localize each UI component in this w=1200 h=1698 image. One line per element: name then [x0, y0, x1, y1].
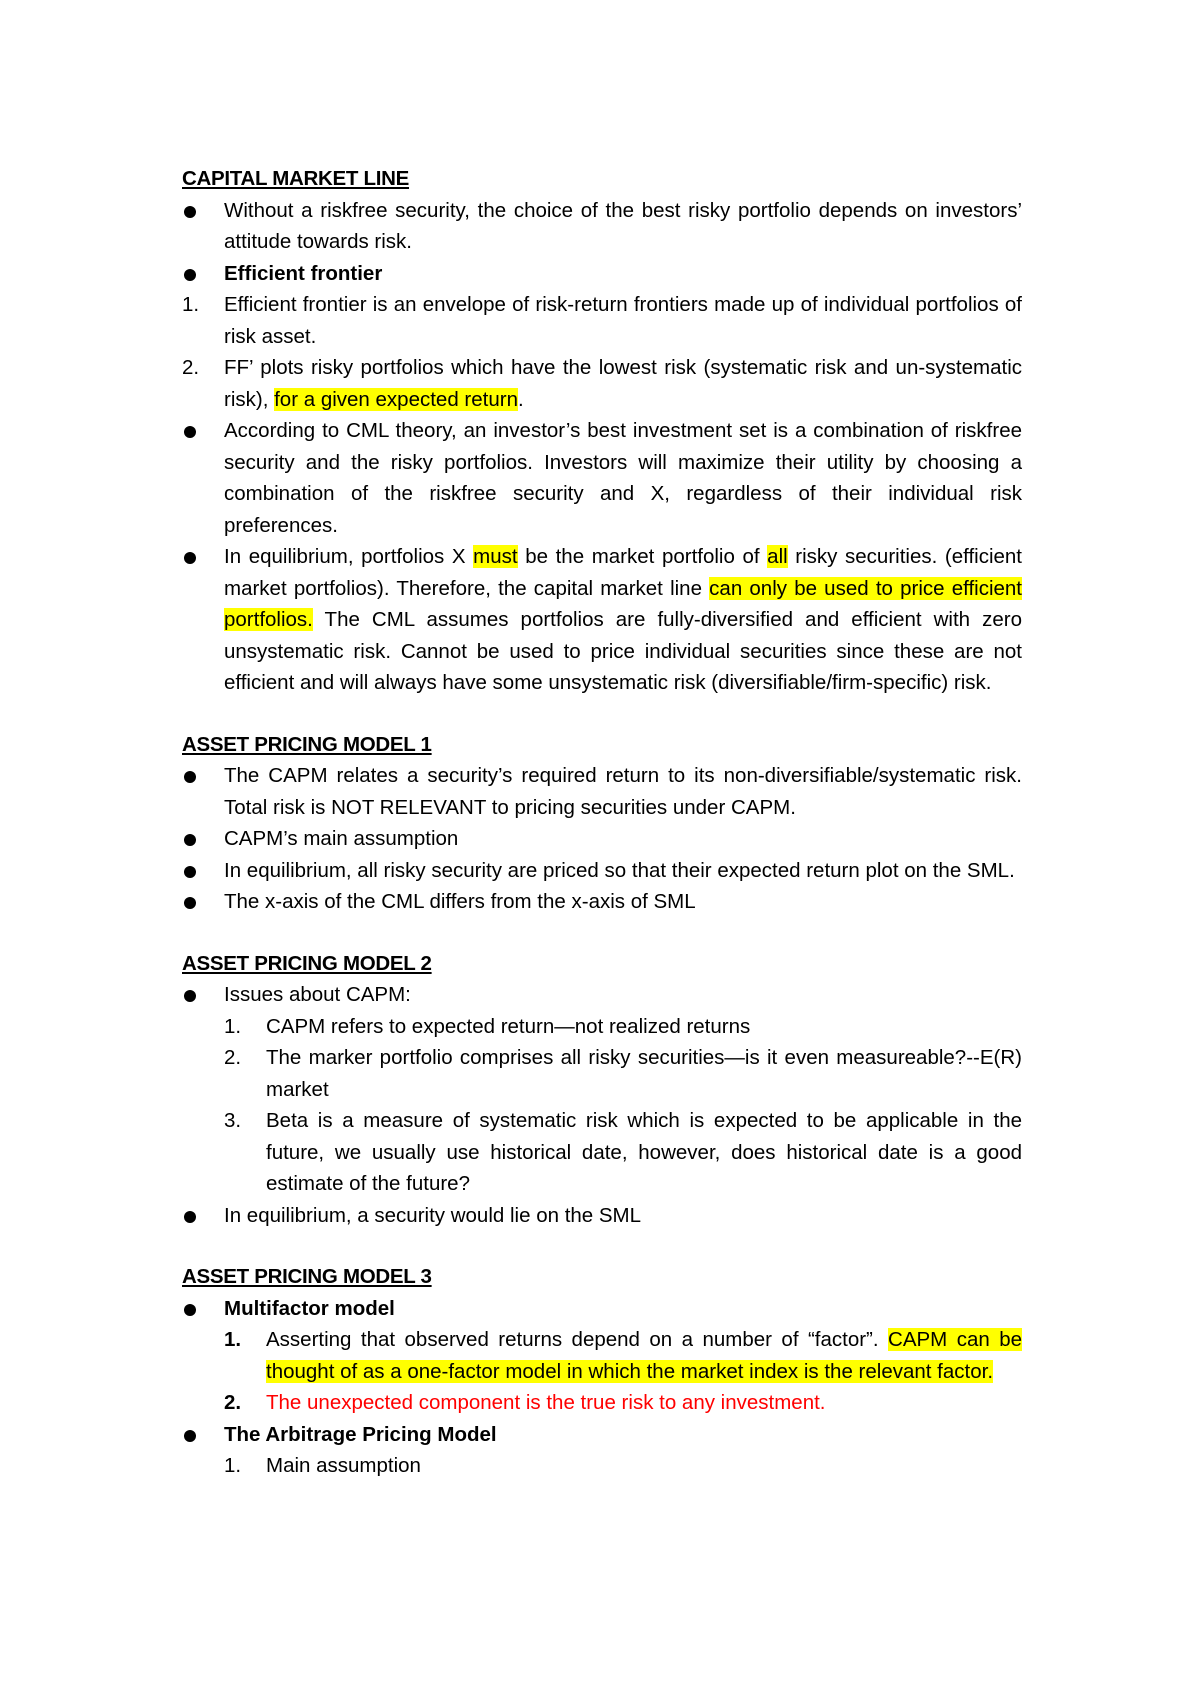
highlighted-text: CAPM can be thought of as a one-factor model in which the market index is the relevant factor.	[266, 1328, 1022, 1383]
body-text: Without a riskfree security, the choice of the best risky portfolio depends on investors’ attitude towards risk.	[224, 198, 1022, 253]
body-text: risky securities. (efficient market portfolios). Therefore, the capital market line	[224, 545, 1022, 600]
numbered-item	[182, 1042, 1022, 1105]
body-text: The CAPM relates a security’s required return to its non-diversifiable/systematic risk. Total risk is NOT RELEVANT to pricing securities under CAPM.	[224, 764, 1022, 819]
bullet-item	[182, 1293, 1022, 1325]
body-text: be the market portfolio of	[517, 545, 768, 568]
body-text: The marker portfolio comprises all risky securities—is it even measureable?--E(R) market	[266, 1046, 1022, 1101]
section	[182, 729, 1022, 918]
bullet-dot-icon	[182, 1200, 202, 1231]
bullet-item	[182, 979, 1022, 1011]
numbered-item	[182, 1105, 1022, 1200]
body-text: The x-axis of the CML differs from the x-axis of SML	[224, 890, 696, 913]
body-text: According to CML theory, an investor’s best investment set is a combination of riskfree security and the risky portfolios. Investors will maximize their utility by choosing a combination of the riskfree security and X, regardless of their individual risk preferences.	[224, 419, 1022, 537]
highlighted-text: for a given expected return	[274, 387, 518, 411]
bullet-item	[182, 258, 1022, 290]
list-number: 1.	[182, 293, 200, 316]
list-number: 1.	[224, 1454, 242, 1477]
bullet-item	[182, 1200, 1022, 1232]
body-text: FF’ plots risky portfolios which have the lowest risk (systematic risk and un-systematic risk),	[224, 356, 1022, 411]
bullet-dot-icon	[182, 415, 202, 446]
bullet-dot-icon	[182, 1293, 202, 1324]
highlighted-text: all	[767, 545, 788, 568]
bullet-item	[182, 195, 1022, 258]
bullet-dot-icon	[182, 1419, 202, 1450]
bold-text: The Arbitrage Pricing Model	[224, 1422, 497, 1446]
bold-text: Multifactor model	[224, 1296, 395, 1320]
list-number: 2.	[224, 1391, 242, 1414]
section	[182, 948, 1022, 1232]
bullet-dot-icon	[182, 823, 202, 854]
bullet-dot-icon	[182, 855, 202, 886]
body-text: Beta is a measure of systematic risk which is expected to be applicable in the future, we usually use historical date, however, does historical date is a good estimate of the future?	[266, 1109, 1022, 1195]
numbered-item	[182, 352, 1022, 415]
section	[182, 163, 1022, 699]
section-heading: ASSET PRICING MODEL 3	[182, 1265, 432, 1288]
section-heading: CAPITAL MARKET LINE	[182, 167, 410, 190]
body-text: The CML assumes portfolios are fully-diversified and efficient with zero unsystematic risk. Cannot be used to price individual securities since these are not efficient and will always have some unsystematic risk (diversifiable/firm-specific) risk.	[224, 608, 1022, 694]
bullet-dot-icon	[182, 541, 202, 572]
body-text: Asserting that observed returns depend on a number of “factor”.	[266, 1328, 889, 1351]
section-heading: ASSET PRICING MODEL 2	[182, 951, 432, 975]
list-number: 2.	[182, 356, 200, 379]
bullet-dot-icon	[182, 979, 202, 1010]
red-text: The unexpected component is the true risk to any investment.	[266, 1391, 826, 1414]
bold-text: Efficient frontier	[224, 261, 383, 285]
section	[182, 1261, 1022, 1482]
body-text: Efficient frontier is an envelope of risk-return frontiers made up of individual portfolios of risk asset.	[224, 293, 1022, 348]
list-number: 2.	[224, 1046, 242, 1069]
list-number: 1.	[224, 1014, 242, 1038]
bullet-dot-icon	[182, 195, 202, 226]
bullet-dot-icon	[182, 886, 202, 917]
body-text: CAPM refers to expected return—not realized returns	[266, 1014, 751, 1038]
document-body	[182, 163, 1022, 1482]
bullet-dot-icon	[182, 760, 202, 791]
body-text: CAPM’s main assumption	[224, 827, 459, 850]
numbered-item	[182, 1324, 1022, 1387]
bullet-item	[182, 1419, 1022, 1451]
bullet-item	[182, 760, 1022, 823]
numbered-item	[182, 1450, 1022, 1482]
bullet-item	[182, 823, 1022, 855]
section-heading: ASSET PRICING MODEL 1	[182, 732, 432, 756]
body-text: In equilibrium, all risky security are priced so that their expected return plot on the SML.	[224, 858, 1015, 882]
bullet-dot-icon	[182, 258, 202, 289]
highlighted-text: can only be used to price efficient portfolios.	[224, 576, 1022, 631]
body-text: .	[517, 387, 524, 411]
list-number: 1.	[224, 1328, 242, 1351]
numbered-item	[182, 1011, 1022, 1043]
body-text: In equilibrium, portfolios X	[224, 545, 474, 568]
body-text: Issues about CAPM:	[224, 983, 411, 1006]
list-number: 3.	[224, 1109, 242, 1132]
bullet-item	[182, 886, 1022, 918]
highlighted-text: must	[473, 545, 518, 568]
bullet-item	[182, 855, 1022, 887]
body-text: In equilibrium, a security would lie on the SML	[224, 1203, 642, 1227]
bullet-item	[182, 541, 1022, 699]
numbered-item	[182, 289, 1022, 352]
bullet-item	[182, 415, 1022, 541]
body-text: Main assumption	[266, 1454, 421, 1477]
numbered-item	[182, 1387, 1022, 1419]
